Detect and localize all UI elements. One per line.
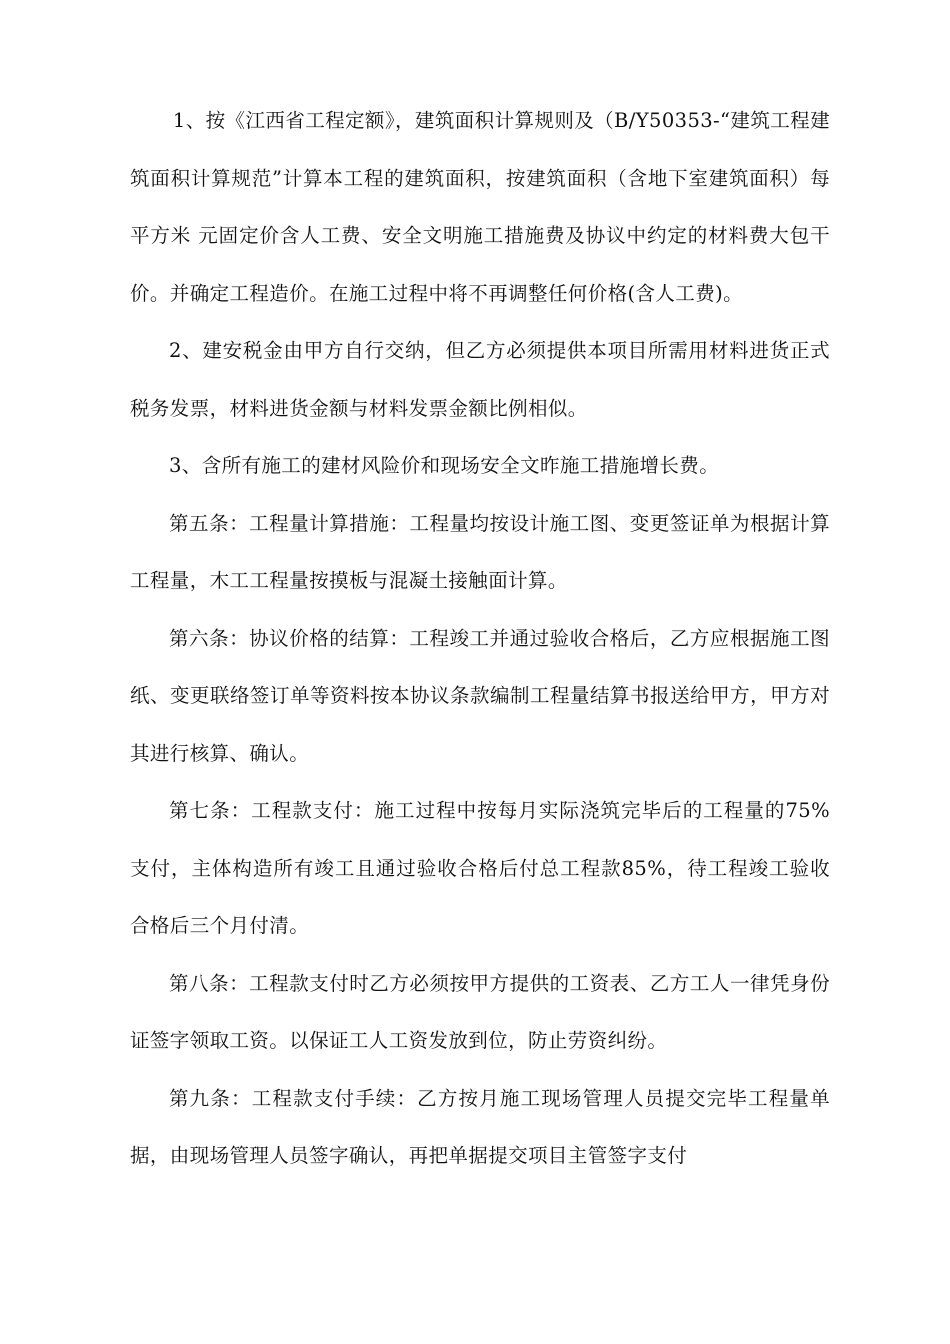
paragraph-article-9: 第九条：工程款支付手续：乙方按月施工现场管理人员提交完毕工程量单据，由现场管理人员签字确认，再把单据提交项目主管签字支付 bbox=[130, 1086, 830, 1167]
paragraph-pricing-rule: 1、按《江西省工程定额》，建筑面积计算规则及（B/Y50353-“建筑工程建筑面积计算规范”计算本工程的建筑面积，按建筑面积（含地下室建筑面积）每平方米 元固定价含人工费、安全文明施工措施费及协议中约定的材料费大包干价。并确定工程造价。在施工过程中将不再调整任何价格(含人工费)。 bbox=[130, 109, 830, 305]
paragraph-article-6: 第六条：协议价格的结算：工程竣工并通过验收合格后，乙方应根据施工图纸、变更联络签订单等资料按本协议条款编制工程量结算书报送给甲方，甲方对其进行核算、确认。 bbox=[130, 626, 830, 765]
paragraph-article-7: 第七条：工程款支付：施工过程中按每月实际浇筑完毕后的工程量的75%支付，主体构造所有竣工且通过验收合格后付总工程款85%，待工程竣工验收合格后三个月付清。 bbox=[130, 799, 830, 937]
paragraph-article-5: 第五条：工程量计算措施：工程量均按设计施工图、变更签证单为根据计算工程量，木工工程量按摸板与混凝土接触面计算。 bbox=[130, 511, 830, 592]
paragraph-article-8: 第八条：工程款支付时乙方必须按甲方提供的工资表、乙方工人一律凭身份证签字领取工资。以保证工人工资发放到位，防止劳资纠纷。 bbox=[130, 971, 830, 1052]
document-body bbox=[130, 92, 830, 1185]
paragraph-tax-invoice: 2、建安税金由甲方自行交纳，但乙方必须提供本项目所需用材料进货正式税务发票，材料进货金额与材料发票金额比例相似。 bbox=[130, 339, 830, 420]
paragraph-risk-cost: 3、含所有施工的建材风险价和现场安全文昨施工措施增长费。 bbox=[169, 454, 720, 477]
